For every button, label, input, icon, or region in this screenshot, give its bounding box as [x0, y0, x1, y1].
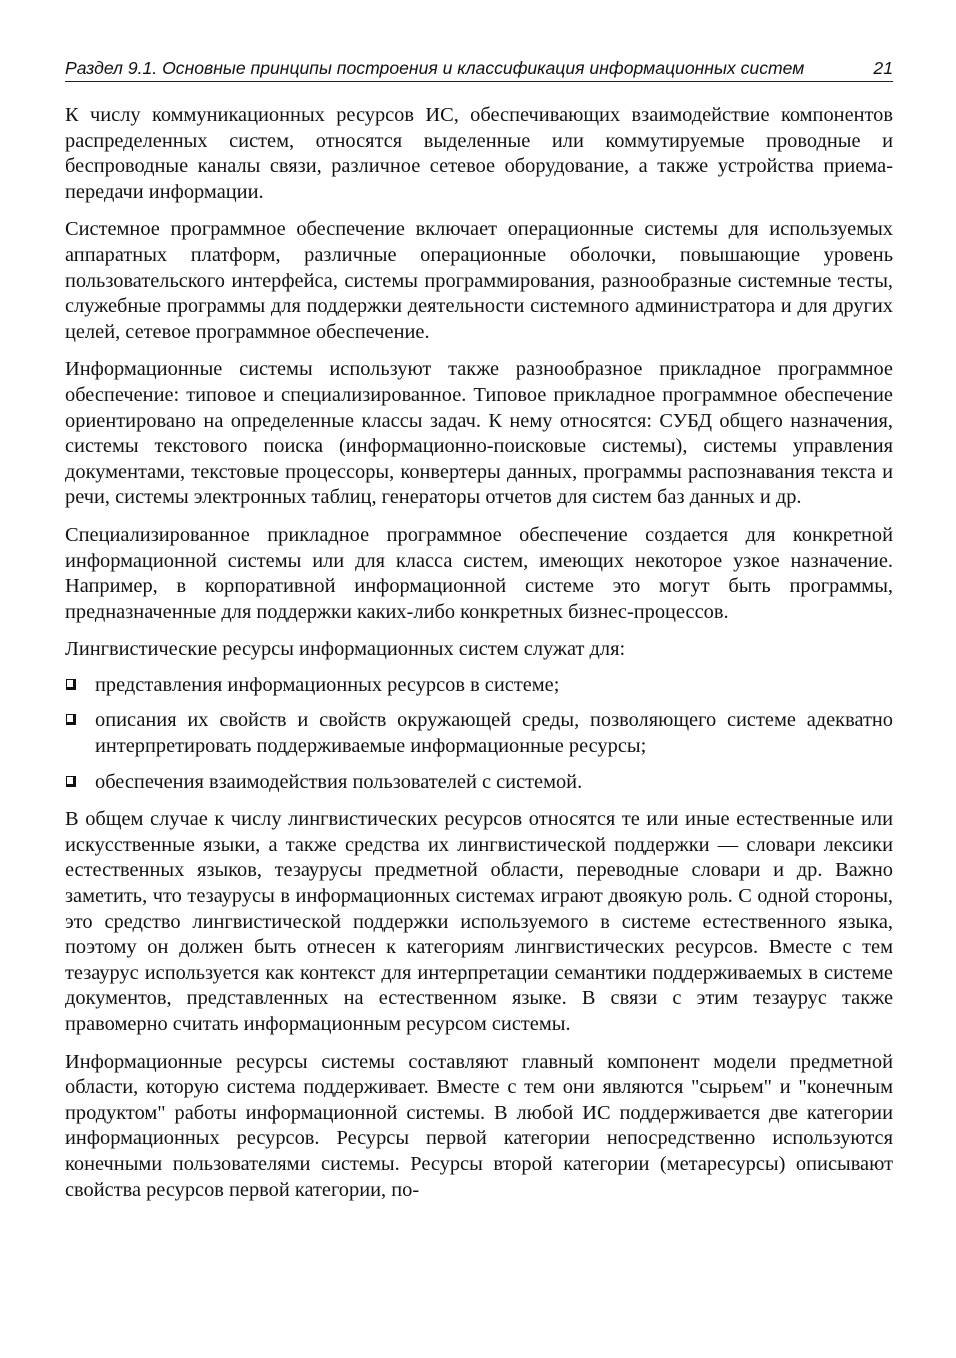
- paragraph: В общем случае к числу лингвистических ресурсов относятся те или иные естественные или искусственные языки, а также средства их лингвистической поддержки — словари лексики естественных языков, тезаурусы предметной области, переводные словари и др. Важно заметить, что тезаурусы в информационных системах играют двоякую роль. С одной стороны, это средство лингвистической поддержки используемого в системе естественного языка, поэтому он должен быть отнесен к категориям лингвистических ресурсов. Вместе с тем тезаурус используется как контекст для интерпретации семантики поддерживаемых в системе документов, представленных на естественном языке. В связи с этим тезаурус также правомерно считать информационным ресурсом системы.: [65, 808, 893, 1035]
- paragraph: Информационные ресурсы системы составляют главный компонент модели предметной области, которую система поддерживает. Вместе с тем они являются "сырьем" и "конечным продуктом" работы информационной системы. В любой ИС поддерживается две категории информационных ресурсов. Ресурсы первой категории непосредственно используются конечными пользователями системы. Ресурсы второй категории (метаресурсы) описывают свойства ресурсов первой категории, по-: [65, 1050, 893, 1201]
- paragraph: К числу коммуникационных ресурсов ИС, обеспечивающих взаимодействие компонентов распределенных систем, относятся выделенные или коммутируемые проводные и беспроводные каналы связи, различное сетевое оборудование, а также устройства приема-передачи информации.: [65, 104, 893, 203]
- bullet-list: [65, 673, 893, 795]
- page-number: 21: [873, 58, 893, 78]
- paragraph: Специализированное прикладное программное обеспечение создается для конкретной информационной системы или для класса систем, имеющих некоторое узкое назначение. Например, в корпоративной информационной системе это могут быть программы, предназначенные для поддержки каких-либо конкретных бизнес-процессов.: [65, 523, 893, 623]
- checkbox-square-icon: [66, 714, 76, 725]
- list-item: [65, 708, 893, 759]
- list-item-text: описания их свойств и свойств окружающей среды, позволяющего системе адекватно интерпретировать поддерживаемые информационные ресурсы;: [95, 709, 893, 758]
- paragraph: Лингвистические ресурсы информационных систем служат для:: [65, 638, 626, 661]
- checkbox-square-icon: [66, 776, 76, 787]
- paragraph: Информационные системы используют также разнообразное прикладное программное обеспечение: типовое и специализированное. Типовое прикладное программное обеспечение ориентировано на определенные классы задач. К нему относятся: СУБД общего назначения, системы текстового поиска (информационно-поисковые системы), системы управления документами, текстовые процессоры, конвертеры данных, программы распознавания текста и речи, системы электронных таблиц, генераторы отчетов для систем баз данных и др.: [65, 358, 893, 509]
- running-header: [65, 54, 893, 82]
- list-item: [65, 673, 893, 699]
- header-title: Раздел 9.1. Основные принципы построения и классификация информационных систем: [65, 58, 805, 78]
- list-item-text: обеспечения взаимодействия пользователей с системой.: [95, 770, 583, 793]
- list-item: [65, 770, 893, 796]
- checkbox-square-icon: [66, 679, 76, 690]
- page-body: [65, 103, 893, 1215]
- paragraph: Системное программное обеспечение включает операционные системы для используемых аппаратных платформ, различные операционные оболочки, повышающие уровень пользовательского интерфейса, системы программирования, разнообразные системные тесты, служебные программы для поддержки деятельности системного администратора и для других целей, сетевое программное обеспечение.: [65, 218, 893, 343]
- list-item-text: представления информационных ресурсов в системе;: [95, 673, 560, 696]
